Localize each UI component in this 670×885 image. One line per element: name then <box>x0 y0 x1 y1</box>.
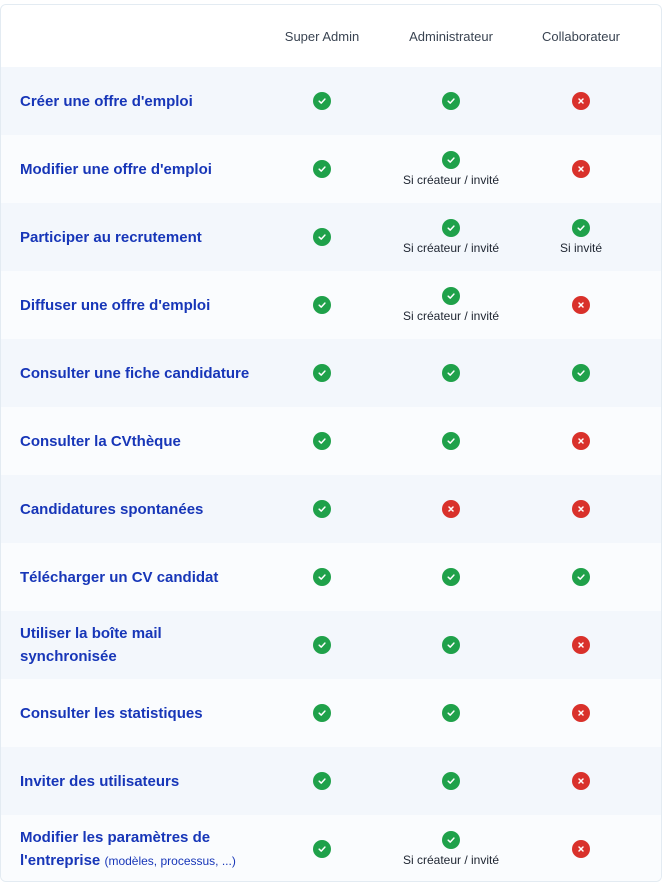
check-circle-icon <box>313 160 331 178</box>
check-circle-icon <box>313 636 331 654</box>
table-row <box>1 135 661 203</box>
feature-label <box>20 271 260 339</box>
feature-label <box>20 339 260 407</box>
permission-cell-super-admin <box>247 407 397 475</box>
table-row <box>1 271 661 339</box>
check-circle-icon <box>313 296 331 314</box>
permission-cell-super-admin <box>247 203 397 271</box>
permission-cell-super-admin <box>247 339 397 407</box>
permission-cell-super-admin <box>247 67 397 135</box>
check-circle-icon <box>313 500 331 518</box>
permission-cell-administrateur <box>376 135 526 203</box>
check-circle-icon <box>442 151 460 169</box>
feature-label <box>20 747 260 815</box>
permission-cell-collaborateur <box>506 679 656 747</box>
check-circle-icon <box>572 219 590 237</box>
permission-cell-super-admin <box>247 679 397 747</box>
feature-name: Télécharger un CV candidat <box>20 568 219 586</box>
check-circle-icon <box>442 636 460 654</box>
check-circle-icon <box>313 432 331 450</box>
table-row <box>1 815 661 882</box>
check-circle-icon <box>442 831 460 849</box>
permission-cell-super-admin <box>247 815 397 882</box>
cross-circle-icon <box>572 772 590 790</box>
cross-circle-icon <box>572 296 590 314</box>
permission-cell-collaborateur <box>506 203 656 271</box>
column-header-super-admin: Super Admin <box>284 29 360 44</box>
permission-cell-administrateur <box>376 203 526 271</box>
check-circle-icon <box>442 704 460 722</box>
permission-cell-collaborateur <box>506 815 656 882</box>
table-row <box>1 203 661 271</box>
permission-cell-administrateur <box>376 407 526 475</box>
check-circle-icon <box>572 364 590 382</box>
permission-cell-super-admin <box>247 475 397 543</box>
feature-note: (modèles, processus, ...) <box>104 853 236 868</box>
permission-cell-collaborateur <box>506 611 656 679</box>
cross-circle-icon <box>572 704 590 722</box>
permission-condition: Si créateur / invité <box>402 241 500 255</box>
permission-cell-administrateur <box>376 611 526 679</box>
table-row <box>1 543 661 611</box>
feature-name: Utiliser la boîte mail synchronisée <box>20 625 162 665</box>
table-row <box>1 339 661 407</box>
table-row <box>1 67 661 135</box>
feature-name: Modifier une offre d'emploi <box>20 160 212 178</box>
feature-name: Inviter des utilisateurs <box>20 772 180 790</box>
permission-cell-super-admin <box>247 135 397 203</box>
permission-cell-collaborateur <box>506 543 656 611</box>
permission-condition: Si créateur / invité <box>402 173 500 187</box>
table-row <box>1 407 661 475</box>
cross-circle-icon <box>572 636 590 654</box>
feature-name: Consulter une fiche candidature <box>20 364 250 382</box>
check-circle-icon <box>313 704 331 722</box>
feature-label <box>20 679 260 747</box>
table-row <box>1 747 661 815</box>
permission-cell-collaborateur <box>506 747 656 815</box>
check-circle-icon <box>442 364 460 382</box>
feature-label <box>20 815 260 882</box>
permission-cell-administrateur <box>376 67 526 135</box>
feature-name: Consulter la CVthèque <box>20 432 181 450</box>
feature-name: Diffuser une offre d'emploi <box>20 296 211 314</box>
feature-label <box>20 611 260 679</box>
feature-label <box>20 475 260 543</box>
permission-cell-administrateur <box>376 815 526 882</box>
permission-cell-administrateur <box>376 543 526 611</box>
permission-condition: Si invité <box>559 241 603 255</box>
cross-circle-icon <box>572 432 590 450</box>
feature-name: Modifier les paramètres de l'entreprise <box>20 828 211 869</box>
check-circle-icon <box>313 364 331 382</box>
check-circle-icon <box>313 772 331 790</box>
feature-label <box>20 67 260 135</box>
check-circle-icon <box>313 92 331 110</box>
table-header <box>1 5 661 67</box>
permission-cell-collaborateur <box>506 271 656 339</box>
permission-cell-administrateur <box>376 679 526 747</box>
permission-cell-super-admin <box>247 611 397 679</box>
permission-cell-collaborateur <box>506 135 656 203</box>
feature-label <box>20 543 260 611</box>
cross-circle-icon <box>572 160 590 178</box>
feature-label <box>20 135 260 203</box>
column-header-administrateur: Administrateur <box>409 29 493 44</box>
check-circle-icon <box>313 840 331 858</box>
feature-label <box>20 407 260 475</box>
permission-cell-super-admin <box>247 747 397 815</box>
permission-condition: Si créateur / invité <box>402 853 500 867</box>
permission-cell-collaborateur <box>506 407 656 475</box>
check-circle-icon <box>442 432 460 450</box>
permission-cell-administrateur <box>376 475 526 543</box>
table-row <box>1 679 661 747</box>
permission-cell-collaborateur <box>506 475 656 543</box>
cross-circle-icon <box>572 500 590 518</box>
permission-cell-super-admin <box>247 271 397 339</box>
table-row <box>1 475 661 543</box>
check-circle-icon <box>442 772 460 790</box>
check-circle-icon <box>442 287 460 305</box>
feature-name: Créer une offre d'emploi <box>20 92 193 110</box>
cross-circle-icon <box>442 500 460 518</box>
feature-name: Participer au recrutement <box>20 228 202 246</box>
cross-circle-icon <box>572 840 590 858</box>
permission-cell-administrateur <box>376 339 526 407</box>
check-circle-icon <box>442 219 460 237</box>
check-circle-icon <box>313 228 331 246</box>
feature-label <box>20 203 260 271</box>
check-circle-icon <box>313 568 331 586</box>
column-header-collaborateur: Collaborateur <box>541 29 621 44</box>
check-circle-icon <box>442 568 460 586</box>
permissions-table <box>0 4 662 882</box>
permission-cell-collaborateur <box>506 339 656 407</box>
cross-circle-icon <box>572 92 590 110</box>
table-row <box>1 611 661 679</box>
permission-cell-administrateur <box>376 271 526 339</box>
permission-condition: Si créateur / invité <box>402 309 500 323</box>
feature-name: Candidatures spontanées <box>20 500 204 518</box>
permission-cell-administrateur <box>376 747 526 815</box>
check-circle-icon <box>572 568 590 586</box>
permission-cell-super-admin <box>247 543 397 611</box>
permission-cell-collaborateur <box>506 67 656 135</box>
feature-name: Consulter les statistiques <box>20 704 203 722</box>
check-circle-icon <box>442 92 460 110</box>
